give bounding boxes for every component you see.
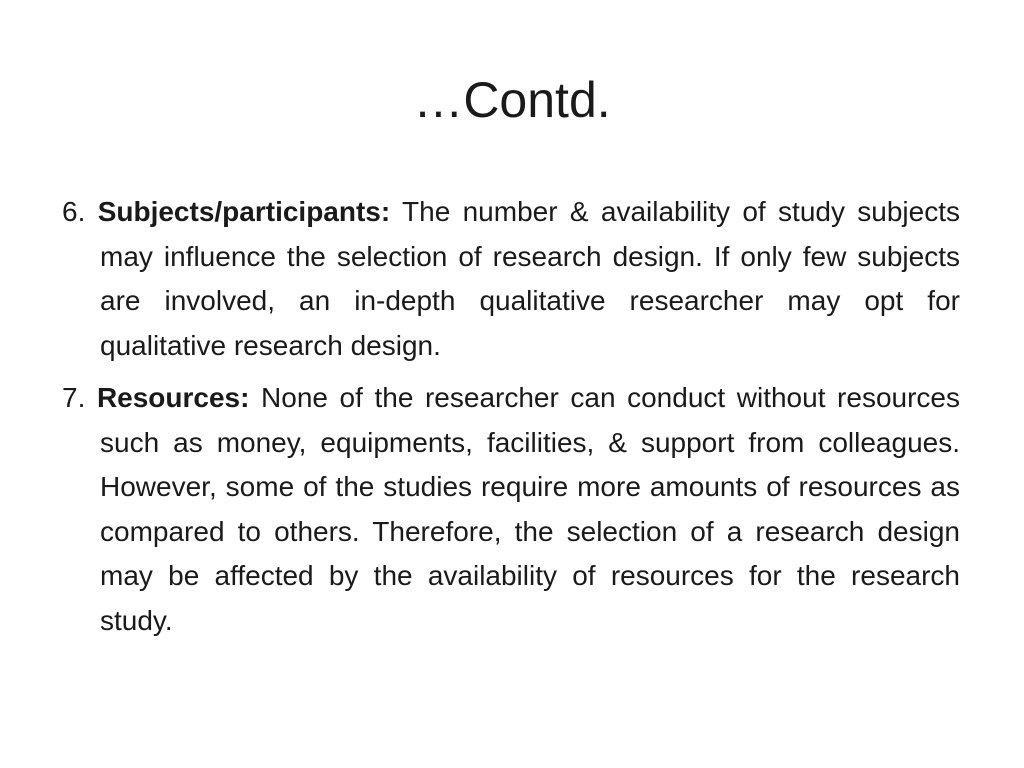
point-number: 7.: [62, 382, 86, 413]
point-number: 6.: [62, 196, 86, 227]
point-subjects-participants: [62, 190, 960, 368]
slide-body: [62, 190, 960, 651]
point-resources: [62, 376, 960, 643]
point-text: None of the researcher can conduct without resources such as money, equipments, facilities, & support from colleagues. However, some of the studies require more amounts of resources as compared to others. Therefore, the selection of a research design may be affected by the availability of resources for the research study.: [100, 382, 960, 636]
point-term: Subjects/participants:: [97, 196, 391, 227]
point-text: The number & availability of study subjects may influence the selection of research design. If only few subjects are involved, an in-depth qualitative researcher may opt for qualitative research design.: [100, 196, 961, 361]
slide-title: …Contd.: [413, 72, 611, 128]
point-term: Resources:: [96, 382, 250, 413]
